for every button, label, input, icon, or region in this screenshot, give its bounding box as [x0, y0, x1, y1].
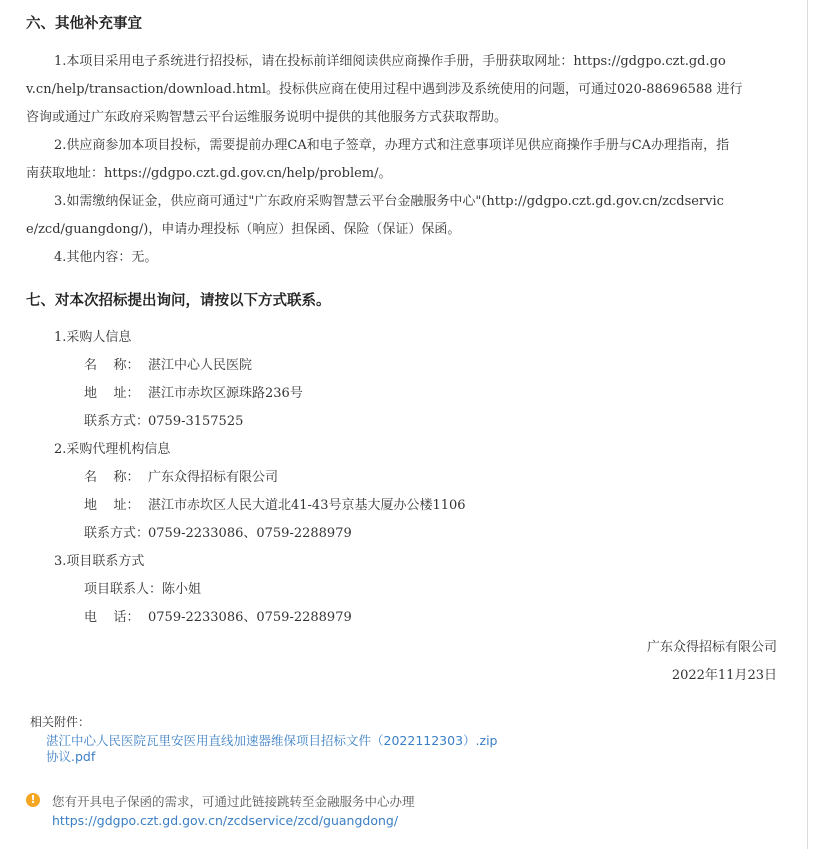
- project-phone-label: 电 话：: [84, 610, 140, 625]
- attachments-title: 相关附件：: [30, 715, 91, 729]
- agency-contact-label: 联系方式：: [84, 526, 150, 541]
- agency-address: 湛江市赤坎区人民大道北41-43号京基大厦办公楼1106: [148, 498, 466, 513]
- warning-icon: !: [26, 793, 40, 807]
- purchaser-address-label: 地 址：: [84, 386, 140, 401]
- purchaser-name-label: 名 称：: [84, 358, 140, 373]
- section6-item3-line2: e/zcd/guangdong/)，申请办理投标（响应）担保函、保险（保证）保函。: [26, 222, 461, 237]
- section6-item4: 4.其他内容：无。: [54, 250, 158, 265]
- project-contact-heading: 3.项目联系方式: [54, 554, 145, 569]
- section7-title: 七、对本次招标提出询问，请按以下方式联系。: [26, 293, 331, 309]
- agency-heading: 2.采购代理机构信息: [54, 442, 171, 457]
- purchaser-name: 湛江中心人民医院: [148, 358, 253, 373]
- attachment-link-zip[interactable]: 湛江中心人民医院瓦里安医用直线加速器维保项目招标文件（2022112303）.zip: [46, 733, 498, 748]
- agency-address-label: 地 址：: [84, 498, 140, 513]
- signature-company: 广东众得招标有限公司: [646, 640, 777, 655]
- purchaser-heading: 1.采购人信息: [54, 330, 132, 345]
- project-person-row: [84, 580, 201, 600]
- agency-name-row: [84, 468, 278, 488]
- attachment-link-pdf[interactable]: 协议.pdf: [46, 749, 96, 764]
- section6-item2-line1: 2.供应商参加本项目投标，需要提前办理CA和电子签章，办理方式和注意事项详见供应商操作手册与CA办理指南，指: [54, 138, 730, 153]
- agency-contact: 0759-2233086、0759-2288979: [148, 526, 352, 541]
- purchaser-contact-label: 联系方式：: [84, 414, 150, 429]
- agency-name: 广东众得招标有限公司: [148, 470, 279, 485]
- purchaser-address-row: [84, 384, 303, 404]
- agency-address-row: [84, 496, 466, 516]
- section6-item1-line1: 1.本项目采用电子系统进行招投标，请在投标前详细阅读供应商操作手册，手册获取网址：https://gdgpo.czt.gd.go: [54, 54, 726, 69]
- project-person: 陈小姐: [162, 582, 202, 597]
- section6-item2-line2: 南获取地址：https://gdgpo.czt.gd.gov.cn/help/problem/。: [26, 166, 392, 181]
- content-right-border: [807, 0, 808, 849]
- purchaser-contact: 0759-3157525: [148, 414, 244, 429]
- agency-contact-row: [84, 524, 352, 544]
- agency-name-label: 名 称：: [84, 470, 140, 485]
- project-phone-row: [84, 608, 352, 628]
- section6-item3-line1: 3.如需缴纳保证金，供应商可通过"广东政府采购智慧云平台金融服务中心"(http://gdgpo.czt.gd.gov.cn/zcdservic: [54, 194, 724, 209]
- signature-date: 2022年11月23日: [671, 668, 777, 683]
- section6-title: 六、其他补充事宜: [26, 16, 142, 32]
- project-phone: 0759-2233086、0759-2288979: [148, 610, 352, 625]
- section6-item1-line3: 咨询或通过广东政府采购智慧云平台运维服务说明中提供的其他服务方式获取帮助。: [26, 110, 508, 125]
- purchaser-address: 湛江市赤坎区源珠路236号: [148, 386, 303, 401]
- financial-service-link[interactable]: https://gdgpo.czt.gd.gov.cn/zcdservice/zcd/guangdong/: [52, 813, 399, 828]
- section6-item1-line2: v.cn/help/transaction/download.html。投标供应商在使用过程中遇到涉及系统使用的问题，可通过020-88696588 进行: [26, 82, 743, 97]
- notice-text: 您有开具电子保函的需求，可通过此链接跳转至金融服务中心办理: [52, 794, 415, 809]
- project-person-label: 项目联系人：: [84, 582, 163, 597]
- purchaser-contact-row: [84, 412, 243, 432]
- purchaser-name-row: [84, 356, 252, 376]
